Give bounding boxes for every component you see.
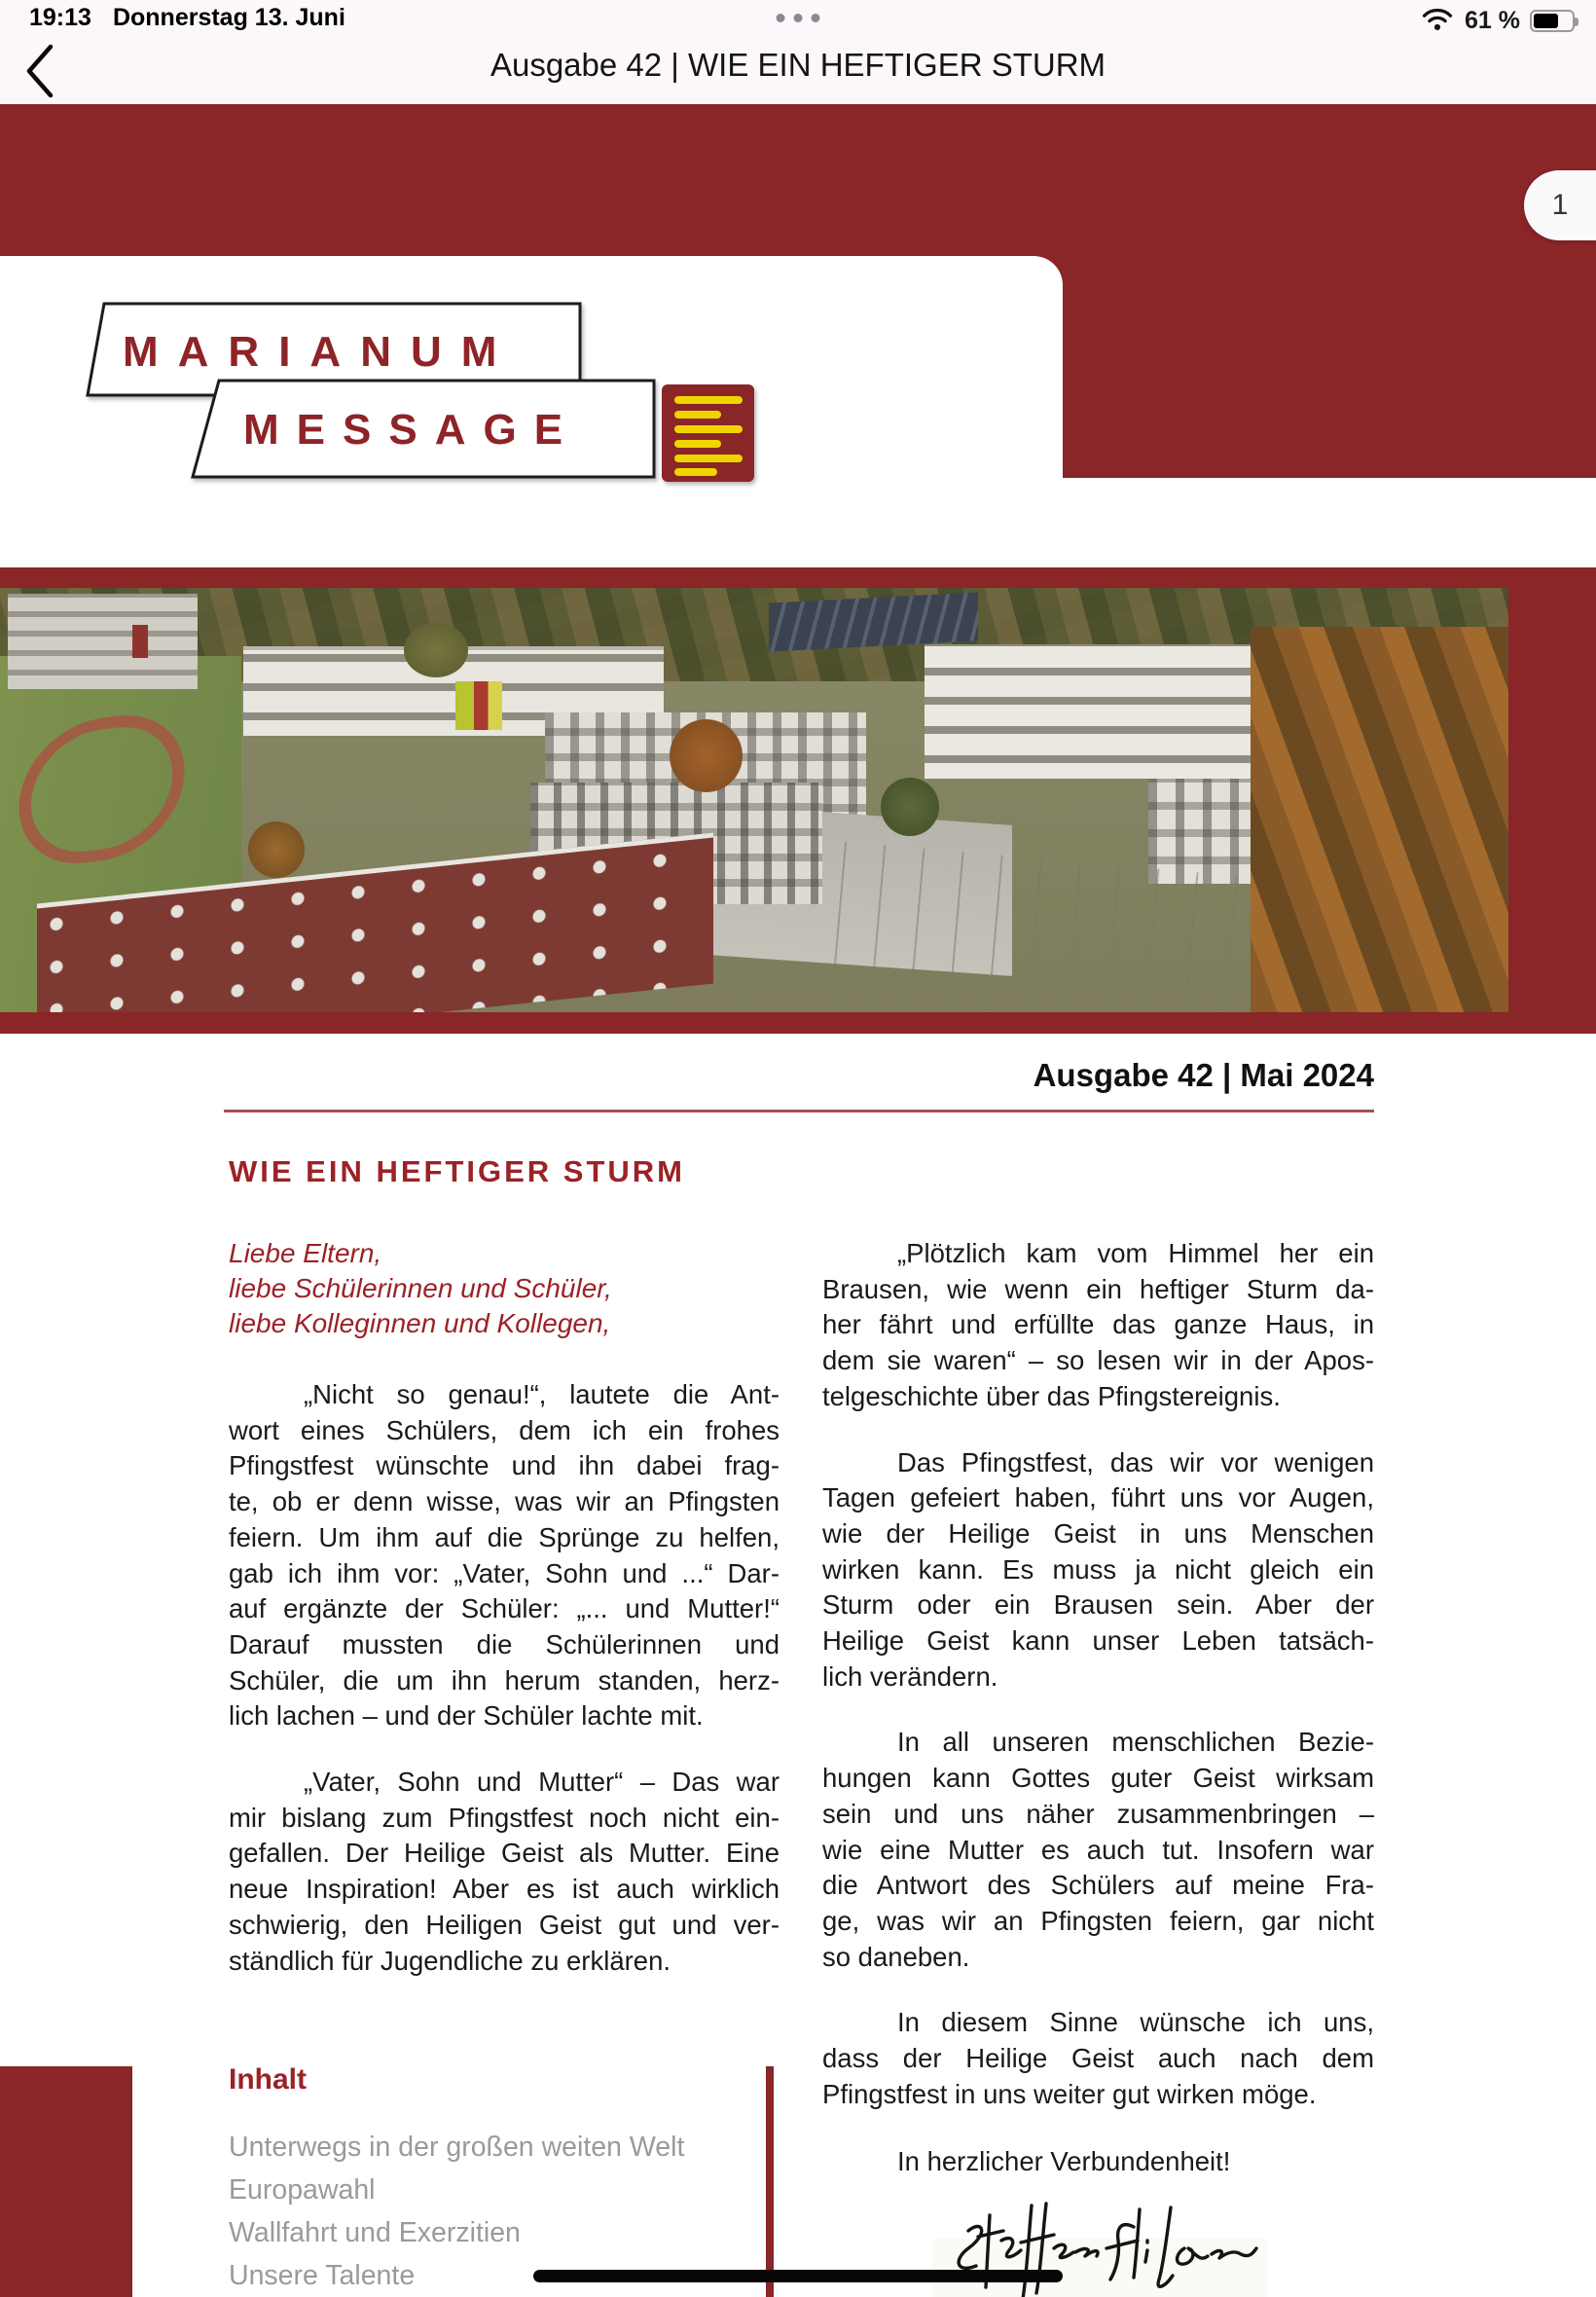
- multitask-dots-icon: [777, 14, 820, 22]
- text-line: wie eine Mutter es auch tut. Insofern war: [822, 1834, 1374, 1865]
- text-line: dass der Heilige Geist auch nach dem: [822, 2043, 1374, 2074]
- issue-date: Ausgabe 42 | Mai 2024: [1033, 1057, 1374, 1093]
- text-line: wirken kann. Es muss ja nicht gleich ein: [822, 1553, 1374, 1585]
- nav-bar: [0, 33, 1596, 104]
- text-line: wort eines Schülers, dem ich ein frohes: [229, 1414, 780, 1445]
- text-line: In all unseren menschlichen Bezie-: [897, 1727, 1374, 1758]
- left-column-paragraphs: [229, 1377, 780, 1979]
- text-line: Darauf mussten die Schülerinnen und: [229, 1628, 780, 1659]
- text-line: lich lachen – und der Schüler lachte mit.: [229, 1700, 704, 1732]
- text-line: Pfingstfest in uns weiter gut wirken möge.: [822, 2078, 1317, 2109]
- campus-aerial-photo: [0, 588, 1596, 1012]
- inhalt-red-block: [0, 2066, 132, 2297]
- svg-text:MESSAGE: MESSAGE: [243, 406, 581, 454]
- top-bars: [0, 0, 1596, 104]
- paragraph: [822, 1725, 1374, 1975]
- photo-top-red-strip: [0, 567, 1596, 588]
- text-line: neue Inspiration! Aber es ist auch wirklich: [229, 1874, 780, 1905]
- home-indicator[interactable]: [533, 2270, 1063, 2282]
- clock-label: 19:13: [29, 4, 91, 31]
- text-line: schwierig, den Heiligen Geist gut und ver-: [229, 1909, 780, 1940]
- inhalt-title: Inhalt: [229, 2063, 307, 2096]
- svg-text:MARIANUM: MARIANUM: [123, 328, 517, 376]
- date-label: Donnerstag 13. Juni: [112, 4, 345, 31]
- text-line: so daneben.: [822, 1941, 970, 1972]
- text-line: ständlich für Jugendliche zu erklären.: [229, 1945, 671, 1976]
- paragraph: [822, 1445, 1374, 1695]
- text-line: telgeschichte über das Pfingstereignis.: [822, 1380, 1281, 1411]
- list-item: Europawahl: [229, 2174, 376, 2206]
- text-line: mir bislang zum Pfingstfest noch nicht ein-: [229, 1802, 780, 1833]
- nav-title: Ausgabe 42 | WIE EIN HEFTIGER STURM: [490, 47, 1106, 83]
- text-line: Das Pfingstfest, das wir vor wenigen: [897, 1446, 1374, 1477]
- greeting: [229, 1236, 780, 1341]
- text-line: Tagen gefeiert haben, führt uns vor Augen,: [822, 1482, 1374, 1513]
- text-line: sein und uns näher zusammenbringen –: [822, 1798, 1374, 1829]
- text-line: gab ich ihm vor: „Vater, Sohn und ...“ Dar-: [229, 1557, 780, 1588]
- divider-rule: [224, 1110, 1374, 1112]
- text-line: her fährt und erfüllte das ganze Haus, in: [822, 1309, 1374, 1340]
- text-line: ge, was wir an Pfingsten feiern, gar nicht: [822, 1905, 1374, 1936]
- newsletter-header-band: [0, 104, 1596, 256]
- header-red-column: [1032, 256, 1596, 478]
- text-line: Schüler, die um ihn herum standen, herz-: [229, 1664, 780, 1695]
- page-number-badge: 1: [1524, 170, 1596, 240]
- column-divider-line: [766, 2066, 774, 2297]
- text-line: dem sie waren“ – so lesen wir in der Apos-: [822, 1345, 1374, 1376]
- right-column: [822, 1236, 1374, 2180]
- paragraph: [822, 2005, 1374, 2112]
- text-line: die Antwort des Schülers auf meine Fra-: [822, 1870, 1374, 1901]
- marianum-message-logo: [58, 292, 759, 492]
- text-line: gefallen. Der Heilige Geist als Mutter. Eine: [229, 1838, 780, 1869]
- inhalt-section: [229, 2063, 759, 2297]
- list-item: Unsere Talente: [229, 2260, 416, 2291]
- text-line: auf ergänzte der Schüler: „... und Mutter!“: [229, 1593, 780, 1624]
- right-column-paragraphs: [822, 1236, 1374, 2112]
- paragraph: [822, 1236, 1374, 1415]
- battery-percent-label: 61 %: [1465, 7, 1520, 34]
- text-line: wie der Heilige Geist in uns Menschen: [822, 1517, 1374, 1549]
- text-line: te, ob er denn wisse, was wir an Pfingsten: [229, 1486, 780, 1517]
- greeting-line: liebe Kolleginnen und Kollegen,: [229, 1308, 611, 1338]
- closing-line: In herzlicher Verbundenheit!: [897, 2146, 1231, 2177]
- text-line: Heilige Geist kann unser Leben tatsäch-: [822, 1625, 1374, 1657]
- text-line: feiern. Um ihm auf die Sprünge zu helfen,: [229, 1521, 780, 1552]
- paragraph: [229, 1377, 780, 1734]
- greeting-line: liebe Schülerinnen und Schüler,: [229, 1273, 612, 1303]
- text-line: lich verändern.: [822, 1660, 998, 1692]
- article-headline: WIE EIN HEFTIGER STURM: [229, 1154, 685, 1188]
- logo-lines-icon: [662, 384, 754, 482]
- list-item: Unterwegs in der großen weiten Welt: [229, 2132, 685, 2163]
- greeting-line: Liebe Eltern,: [229, 1238, 382, 1268]
- status-bar: [0, 4, 1596, 33]
- text-line: Brausen, wie wenn ein heftiger Sturm da-: [822, 1273, 1374, 1304]
- text-line: In diesem Sinne wünsche ich uns,: [897, 2007, 1374, 2038]
- text-line: „Nicht so genau!“, lautete die Ant-: [304, 1379, 780, 1409]
- text-line: hungen kann Gottes guter Geist wirksam: [822, 1763, 1374, 1794]
- text-line: „Plötzlich kam vom Himmel her ein: [897, 1238, 1374, 1268]
- list-item: Wallfahrt und Exerzitien: [229, 2217, 521, 2248]
- text-line: Sturm oder ein Brausen sein. Aber der: [822, 1589, 1374, 1621]
- text-line: „Vater, Sohn und Mutter“ – Das war: [304, 1767, 780, 1798]
- paragraph: [229, 1765, 780, 1979]
- text-line: Pfingstfest wünschte und ihn dabei frag-: [229, 1450, 780, 1481]
- battery-icon: [1530, 10, 1575, 32]
- left-column: [229, 1236, 780, 1979]
- photo-bottom-red-strip: [0, 1012, 1596, 1034]
